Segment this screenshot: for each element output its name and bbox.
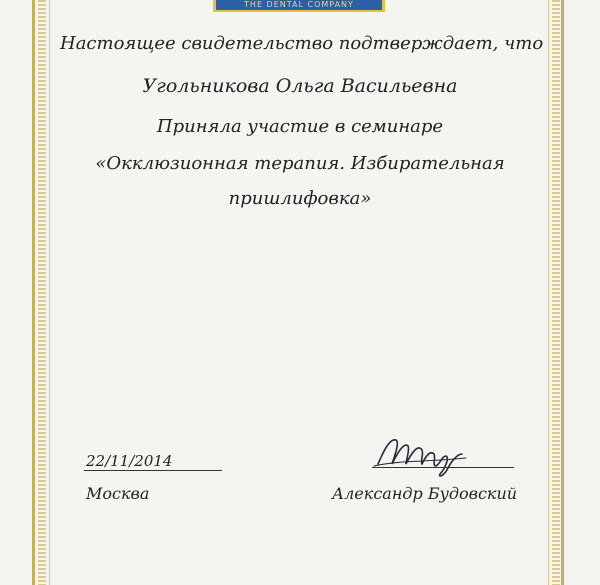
certificate-frame-pattern-right: [552, 0, 560, 585]
seminar-title-line-1: «Окклюзионная терапия. Избирательная: [95, 153, 505, 174]
certificate-frame-pattern-left: [38, 0, 46, 585]
signature-underline: [372, 467, 514, 468]
recipient-name: Угольникова Ольга Васильевна: [142, 75, 458, 97]
signer-name: Александр Будовский: [332, 484, 518, 503]
company-logo-band: THE DENTAL COMPANY: [213, 0, 385, 12]
issue-city: Москва: [86, 484, 150, 503]
handwritten-signature: [370, 420, 470, 480]
date-underline: [84, 470, 222, 471]
issue-date: 22/11/2014: [86, 452, 173, 470]
participation-text: Приняла участие в семинаре: [156, 116, 444, 137]
seminar-title-line-2: пришлифовка»: [228, 188, 372, 209]
certificate-intro: Настоящее свидетельство подтверждает, что: [60, 33, 544, 54]
